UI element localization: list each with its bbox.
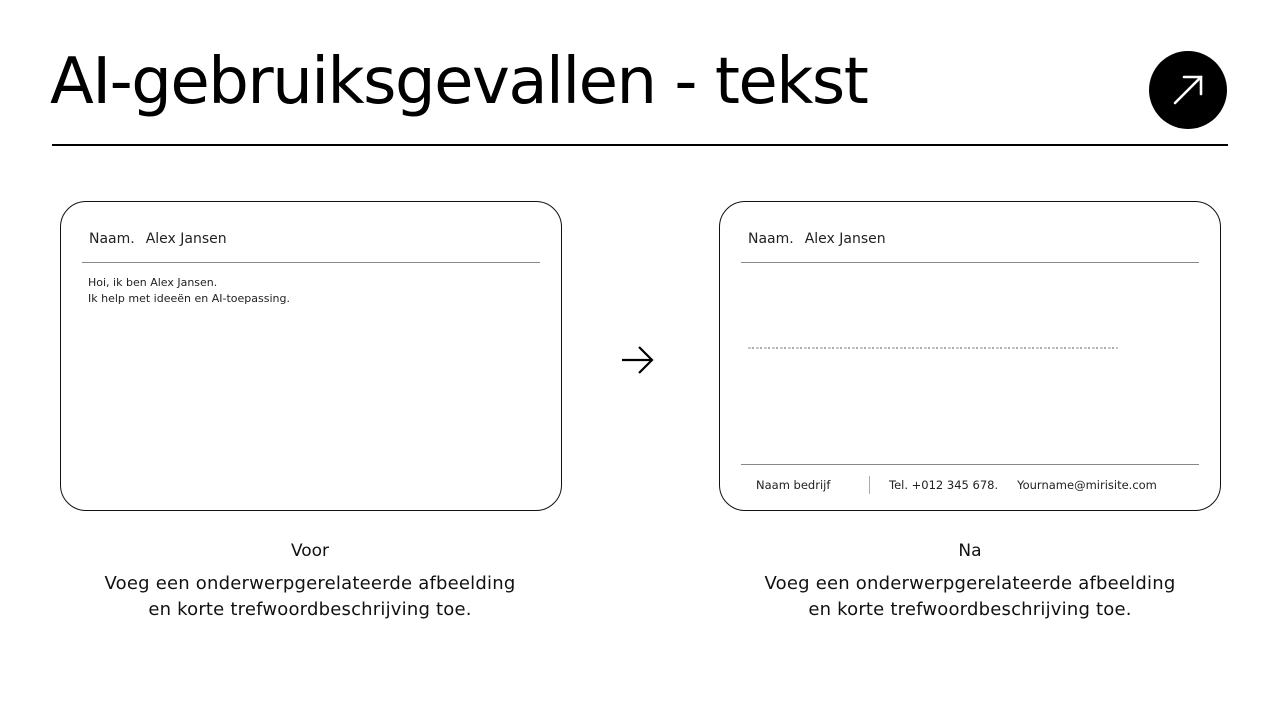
body-line: Hoi, ik ben Alex Jansen. bbox=[88, 276, 218, 289]
name-value: Alex Jansen bbox=[804, 231, 886, 247]
caption-line: en korte trefwoordbeschrijving toe. bbox=[808, 599, 1132, 620]
body-line: Ik help met ideeën en AI-toepassing. bbox=[88, 292, 290, 305]
caption-line: Voeg een onderwerpgerelateerde afbeelding bbox=[764, 573, 1176, 594]
name-value: Alex Jansen bbox=[145, 231, 227, 247]
caption-line: Voeg een onderwerpgerelateerde afbeelding bbox=[104, 573, 516, 594]
open-link-button[interactable] bbox=[1149, 51, 1227, 129]
phone-number: Tel. +012 345 678. bbox=[889, 478, 999, 492]
footer-separator bbox=[869, 476, 870, 494]
name-label: Naam. bbox=[89, 231, 135, 247]
card-divider bbox=[741, 262, 1199, 263]
arrow-up-right-icon bbox=[1168, 70, 1208, 110]
caption-label: Na bbox=[958, 541, 982, 561]
caption-label: Voor bbox=[290, 541, 330, 561]
footer-divider bbox=[741, 464, 1199, 465]
before-caption bbox=[50, 540, 570, 623]
before-card bbox=[60, 201, 562, 511]
name-label: Naam. bbox=[748, 231, 794, 247]
card-divider bbox=[82, 262, 540, 263]
caption-line: en korte trefwoordbeschrijving toe. bbox=[148, 599, 472, 620]
after-caption bbox=[710, 540, 1230, 623]
company-name: Naam bedrijf bbox=[756, 478, 831, 492]
after-card bbox=[719, 201, 1221, 511]
caption-description bbox=[710, 571, 1230, 623]
name-row bbox=[89, 231, 227, 247]
arrow-right-icon bbox=[619, 345, 655, 375]
name-row bbox=[748, 231, 886, 247]
placeholder-text-line bbox=[748, 347, 1118, 349]
page-title: AI-gebruiksgevallen - tekst bbox=[50, 45, 868, 119]
email-address: Yourname@mirisite.com bbox=[1017, 478, 1157, 492]
card-footer bbox=[756, 474, 1157, 496]
title-divider bbox=[52, 144, 1228, 146]
card-body-text bbox=[88, 275, 290, 307]
caption-description bbox=[50, 571, 570, 623]
